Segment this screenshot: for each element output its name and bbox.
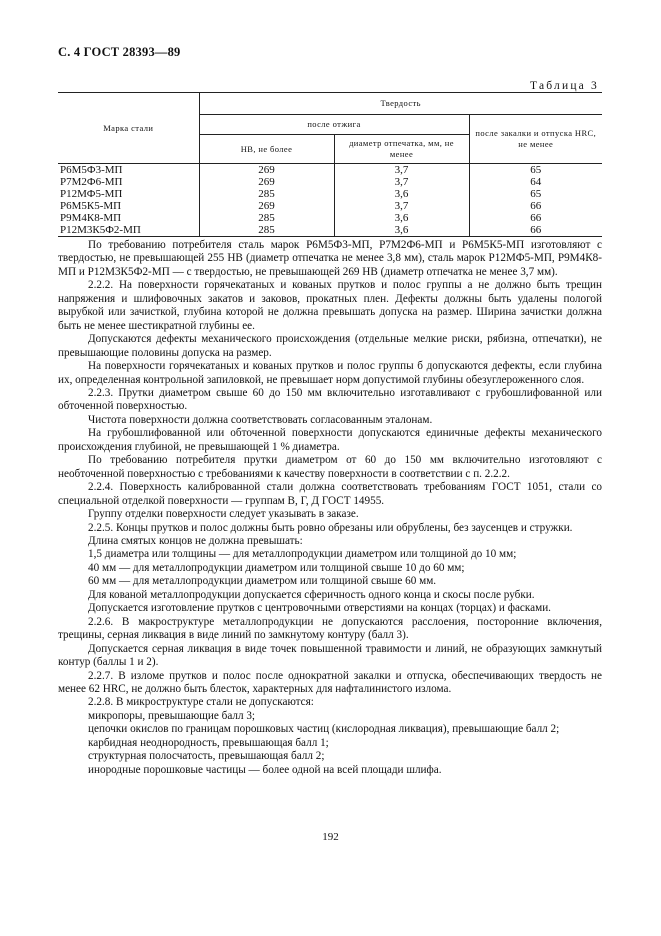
paragraph: Чистота поверхности должна соответствовать согласованным эталонам. [88, 413, 433, 426]
paragraph: микропоры, превышающие балл 3; [88, 709, 256, 722]
paragraph: По требованию потребителя прутки диаметром от 60 до 150 мм включительно изготовляют с необточенной поверхностью с требованиями к качеству поверхности в соответствии с п. 2.2.2. [58, 454, 602, 480]
paragraph: 2.2.3. Прутки диаметром свыше 60 до 150 мм включительно изготавливают с грубошлифованной или обточенной поверхностью. [58, 386, 602, 413]
cell-hrc: 64 [469, 176, 602, 188]
body-text [58, 239, 602, 777]
paragraph: 1,5 диаметра или толщины — для металлопродукции диаметром или толщиной до 10 мм; [88, 548, 517, 561]
paragraph: По требованию потребителя сталь марок Р6М5Ф3-МП, Р7М2Ф6-МП и Р6М5К5-МП изготовляют с твердостью, не превышающей 255 НВ (диаметр отпечатка не менее 3,8 мм), сталь марок Р12МФ5-МП, Р9М4К8-МП и Р12М3К5Ф2-МП — с твердостью, не превышающей 269 НВ (диаметр отпечатка не менее 3,7 мм). [58, 239, 602, 278]
cell-diameter: 3,7 [334, 200, 469, 212]
table-row [58, 200, 602, 212]
table-row [58, 164, 602, 177]
paragraph: На грубошлифованной или обточенной поверхности допускаются единичные дефекты механического происхождения глубиной, не превышающей 1 % диаметра. [58, 427, 602, 453]
cell-grade: Р6М5Ф3-МП [60, 164, 123, 176]
table-row [58, 188, 602, 200]
cell-hb: 269 [199, 164, 334, 177]
paragraph: структурная полосчатость, превышающая балл 2; [88, 750, 325, 763]
col-grade-header: Марка стали [58, 93, 199, 164]
cell-diameter: 3,6 [334, 188, 469, 200]
cell-hb: 285 [199, 224, 334, 237]
table-row [58, 224, 602, 237]
paragraph: Допускается серная ликвация в виде точек повышенной травимости и линий, не образующих замкнутый контур (баллы 1 и 2). [58, 642, 602, 669]
paragraph: 2.2.2. На поверхности горячекатаных и кованых прутков и полос группы а не должно быть трещин напряжения и шлифовочных закатов и заковов, прокатных плен. Дефекты должны быть удалены пологой вырубкой или зачисткой, глубина которой не должна превышать допуска на размер. Ширина зачистки должна быть не менее шестикратной глубины ее. [58, 279, 602, 332]
page-number: 192 [322, 831, 339, 843]
paragraph: Для кованой металлопродукции допускается сферичность одного конца и скосы после рубки. [88, 588, 535, 601]
paragraph: Допускается изготовление прутков с центровочными отверстиями на концах (торцах) и фасками. [88, 602, 551, 615]
col-diameter-header: диаметр отпечатка, мм, не менее [334, 135, 469, 164]
paragraph: инородные порошковые частицы — более одной на всей площади шлифа. [88, 763, 442, 776]
cell-diameter: 3,7 [334, 176, 469, 188]
cell-grade: Р6М5К5-МП [60, 200, 122, 212]
paragraph: карбидная неоднородность, превышающая балл 1; [88, 736, 329, 749]
cell-hrc: 65 [469, 188, 602, 200]
paragraph: Группу отделки поверхности следует указывать в заказе. [88, 508, 359, 521]
cell-diameter: 3,6 [334, 212, 469, 224]
col-annealed-header: после отжига [199, 115, 469, 135]
paragraph: цепочки окислов по границам порошковых частиц (кислородная ликвация), превышающие балл 2; [88, 723, 560, 736]
cell-hb: 285 [199, 188, 334, 200]
paragraph: Допускаются дефекты механического происхождения (отдельные мелкие риски, рябизна, отпечатки), не превышающие половины допуска на размер. [58, 333, 602, 359]
col-hardened-header: после закалки и отпуска HRC, не менее [469, 115, 602, 164]
cell-hrc: 66 [469, 212, 602, 224]
cell-grade: Р7М2Ф6-МП [60, 176, 123, 188]
cell-grade: Р9М4К8-МП [60, 212, 122, 224]
page-header: С. 4 ГОСТ 28393—89 [58, 45, 181, 59]
paragraph: 2.2.4. Поверхность калиброванной стали должна соответствовать требованиям ГОСТ 1051, стали со специальной отделкой поверхности — группам В, Г, Д ГОСТ 14955. [58, 481, 602, 507]
cell-hb: 269 [199, 176, 334, 188]
col-hb-header: НВ, не более [199, 135, 334, 164]
cell-diameter: 3,7 [334, 164, 469, 177]
cell-hb: 269 [199, 200, 334, 212]
paragraph: 40 мм — для металлопродукции диаметром или толщиной свыше 10 до 60 мм; [88, 561, 465, 574]
paragraph: 60 мм — для металлопродукции диаметром или толщиной свыше 60 мм. [88, 575, 437, 588]
paragraph: 2.2.6. В макроструктуре металлопродукции не допускаются расслоения, посторонние включения, трещины, серная ликвация в виде линий по замкнутому контуру (балл 3). [58, 615, 602, 642]
cell-hrc: 65 [469, 164, 602, 177]
paragraph: 2.2.7. В изломе прутков и полос после однократной закалки и отпуска, обеспечивающих твердость не менее 62 HRC, не должно быть блесток, характерных для нафталинистого излома. [58, 669, 602, 695]
cell-diameter: 3,6 [334, 224, 469, 237]
paragraph: Длина смятых концов не должна превышать: [88, 534, 303, 547]
col-hardness-header: Твердость [199, 93, 602, 115]
table-row [58, 176, 602, 188]
hardness-table [58, 92, 602, 237]
cell-hrc: 66 [469, 200, 602, 212]
cell-hrc: 66 [469, 224, 602, 237]
paragraph: 2.2.8. В микроструктуре стали не допускаются: [88, 696, 314, 709]
paragraph: 2.2.5. Концы прутков и полос должны быть ровно обрезаны или обрублены, без заусенцев и стружки. [88, 521, 573, 534]
table-caption: Таблица 3 [530, 80, 599, 92]
paragraph: На поверхности горячекатаных и кованых прутков и полос группы б допускаются дефекты, если глубина их, определенная контрольной запиловкой, не превышает норм допустимой глубины обезуглероженного слоя. [58, 360, 602, 386]
table-row [58, 212, 602, 224]
cell-grade: Р12М3К5Ф2-МП [58, 224, 199, 237]
cell-hb: 285 [199, 212, 334, 224]
cell-grade: Р12МФ5-МП [60, 188, 123, 200]
